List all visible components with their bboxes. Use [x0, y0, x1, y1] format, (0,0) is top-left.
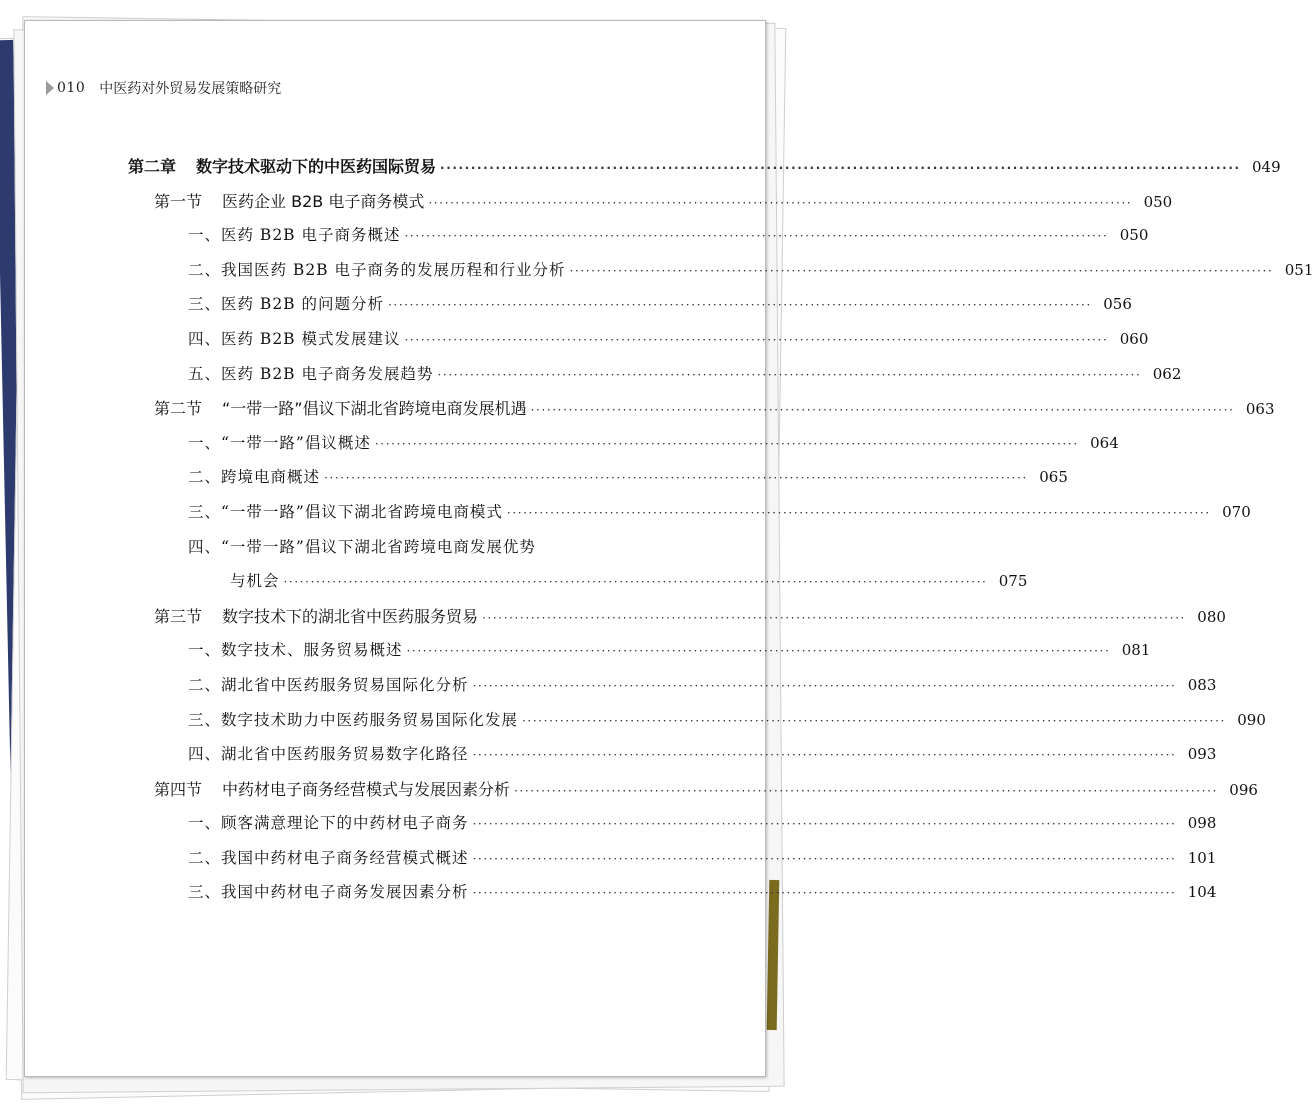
toc-entry-text: 医药企业 B2B 电子商务模式 [222, 191, 425, 211]
toc-entry-text: 三、“一带一路”倡议下湖北省跨境电商模式 [188, 502, 503, 521]
toc-entry-title [188, 362, 434, 384]
toc-page-number: 075 [998, 572, 1028, 591]
dot-leader [438, 368, 1142, 382]
dot-leader [284, 575, 988, 589]
toc-page-number: 050 [1119, 226, 1149, 245]
toc-entry-title [154, 189, 424, 212]
toc-page-number: 065 [1039, 468, 1068, 487]
dot-leader [531, 403, 1235, 417]
toc-entry-text: 二、我国医药 B2B 电子商务的发展历程和行业分析 [188, 260, 566, 279]
toc-entry-cont [128, 569, 1028, 604]
toc-page-number: 104 [1187, 883, 1217, 902]
toc-entry-text: 一、“一带一路”倡议概述 [188, 433, 371, 452]
dot-leader [473, 679, 1177, 693]
toc-entry-title [154, 777, 510, 800]
toc-page-number: 101 [1187, 848, 1217, 867]
toc-entry-sub [128, 327, 1149, 362]
toc-entry-title [128, 154, 436, 177]
toc-entry-title [188, 223, 401, 245]
toc-entry-sub [128, 742, 1217, 777]
toc-entry-title [188, 880, 469, 902]
toc-page-number: 062 [1152, 364, 1182, 383]
dot-leader [507, 506, 1211, 520]
toc-entry-title [188, 846, 469, 868]
page-number: 010 [57, 80, 86, 96]
toc-entry-sub [128, 673, 1217, 708]
dot-leader [522, 714, 1226, 728]
toc-entry-title [188, 673, 469, 695]
toc-entry-sub [128, 880, 1217, 915]
toc-entry-text: 数字技术驱动下的中医药国际贸易 [196, 157, 437, 176]
toc-entry-text: 五、医药 B2B 电子商务发展趋势 [188, 364, 434, 383]
toc-entry-label: 第一节 [154, 191, 203, 211]
toc-entry-text: 四、“一带一路”倡议下湖北省跨境电商发展优势 [188, 537, 536, 556]
toc-entry-title [154, 396, 527, 419]
toc-entry-title [188, 708, 518, 730]
toc-entry-text: 中药材电子商务经营模式与发展因素分析 [222, 779, 511, 799]
toc-page-number: 090 [1237, 710, 1266, 729]
toc-entry-sub [128, 846, 1217, 881]
toc-entry-text: 三、医药 B2B 的问题分析 [188, 295, 384, 314]
dot-leader [482, 611, 1186, 625]
toc-entry-title [188, 258, 566, 280]
dot-leader [473, 817, 1177, 831]
toc-entry-section [128, 604, 1226, 639]
toc-entry-title [188, 431, 371, 453]
dot-leader [570, 264, 1274, 278]
toc-page-number: 050 [1143, 192, 1173, 211]
dot-leader [375, 437, 1079, 451]
toc-entry-label: 第四节 [154, 779, 203, 799]
toc-entry-sub [128, 500, 1251, 535]
dot-leader [473, 748, 1177, 762]
toc-entry-title [188, 292, 384, 314]
dot-leader [407, 644, 1111, 658]
dot-leader [405, 229, 1109, 243]
toc-entry-title [188, 327, 401, 349]
toc-page-number: 064 [1090, 433, 1119, 452]
toc-page-number: 096 [1229, 780, 1258, 799]
dot-leader [388, 298, 1092, 312]
toc-entry-text: 三、数字技术助力中医药服务贸易国际化发展 [188, 710, 519, 729]
toc-page-number: 081 [1121, 641, 1151, 660]
toc-entry-sub [128, 223, 1149, 258]
toc-page-number: 093 [1187, 745, 1217, 764]
toc-entry-text: 四、医药 B2B 模式发展建议 [188, 329, 401, 348]
toc-entry-chapter [128, 154, 1281, 189]
toc-entry-text: 一、医药 B2B 电子商务概述 [188, 226, 401, 245]
toc-page-number: 063 [1245, 400, 1275, 419]
toc-entry-sub [128, 811, 1217, 846]
toc-entry-sub [128, 258, 1313, 293]
toc-page-number: 083 [1187, 675, 1217, 694]
toc-page-number: 051 [1284, 260, 1313, 279]
toc-entry-text: 与机会 [230, 572, 280, 591]
toc-page-number: 080 [1197, 607, 1226, 626]
toc-entry-sub [128, 292, 1132, 327]
toc-entry-text: 四、湖北省中医药服务贸易数字化路径 [188, 745, 469, 764]
toc-entry-sub [128, 638, 1151, 673]
toc-entry-title [188, 638, 403, 660]
toc-entry-title [154, 604, 478, 627]
toc-entry-sub [128, 708, 1266, 743]
toc-entry-text: “一带一路”倡议下湖北省跨境电商发展机遇 [222, 399, 527, 419]
toc-entry-title [188, 535, 536, 557]
toc-entry-title [188, 742, 469, 764]
dot-leader [405, 333, 1109, 347]
dot-leader [440, 161, 1241, 175]
toc-entry-text: 三、我国中药材电子商务发展因素分析 [188, 883, 469, 902]
dot-leader [473, 852, 1177, 866]
dot-leader [514, 784, 1218, 798]
toc-entry-sub [128, 535, 648, 570]
toc-entry-label: 第二节 [154, 399, 203, 419]
dot-leader [473, 886, 1177, 900]
dot-leader [428, 196, 1132, 210]
toc-entry-section [128, 189, 1173, 224]
toc-page-number: 049 [1252, 158, 1281, 176]
book-title: 中医药对外贸易发展策略研究 [99, 81, 282, 97]
toc-entry-text: 二、我国中药材电子商务经营模式概述 [188, 848, 469, 867]
toc-entry-text: 二、跨境电商概述 [188, 468, 321, 487]
toc-entry-section [128, 777, 1258, 812]
toc-entry-text: 一、数字技术、服务贸易概述 [188, 641, 403, 660]
toc-entry-text: 一、顾客满意理论下的中药材电子商务 [188, 814, 469, 833]
running-header [46, 78, 281, 98]
toc-entry-section [128, 396, 1275, 431]
toc-entry-title [188, 811, 469, 833]
toc-entry-label: 第三节 [154, 606, 203, 626]
toc-entry-sub [128, 465, 1068, 500]
toc-entry-title [188, 465, 320, 487]
table-of-contents [128, 154, 1313, 915]
toc-entry-sub [128, 431, 1119, 466]
toc-entry-title [230, 569, 280, 591]
toc-page-number: 070 [1222, 502, 1251, 521]
toc-entry-text: 二、湖北省中医药服务贸易国际化分析 [188, 675, 469, 694]
toc-page-number: 098 [1187, 814, 1217, 833]
toc-entry-text: 数字技术下的湖北省中医药服务贸易 [222, 606, 479, 626]
toc-entry-title [188, 500, 503, 522]
triangle-marker-icon [46, 81, 54, 95]
toc-entry-sub [128, 362, 1182, 397]
toc-page-number: 060 [1119, 329, 1149, 348]
toc-entry-label: 第二章 [128, 157, 177, 176]
toc-page-number: 056 [1103, 295, 1132, 314]
dot-leader [324, 471, 1028, 485]
